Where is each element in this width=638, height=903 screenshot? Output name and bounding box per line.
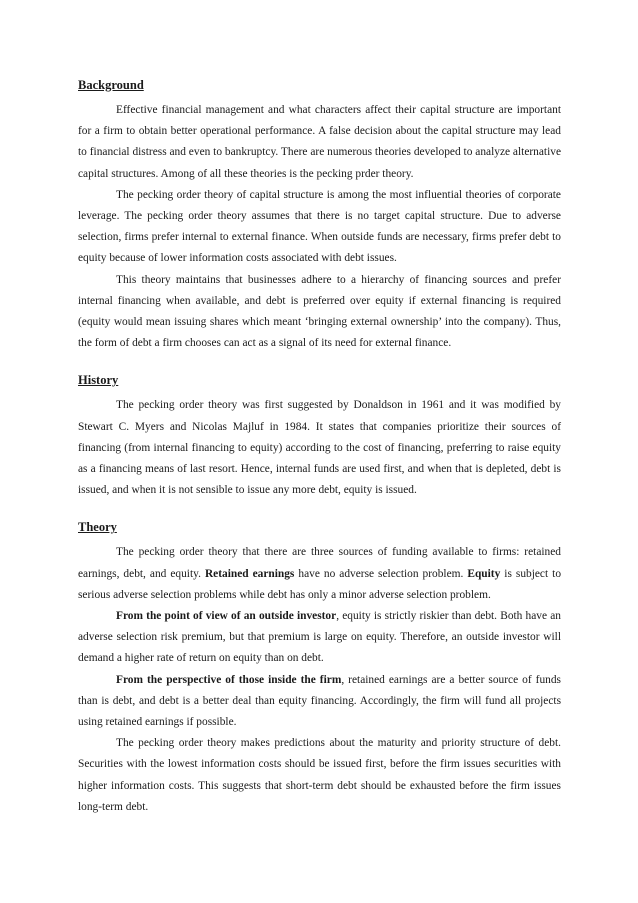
- bold-text: From the perspective of those inside the firm: [116, 673, 342, 686]
- paragraph: [78, 670, 561, 734]
- section-history: [78, 371, 561, 501]
- bold-text: From the point of view of an outside investor: [116, 610, 337, 623]
- text-run: The pecking order theory of capital structure is among the most influential theories of corporate leverage. The pecking order theory assumes that there is no target capital structure. Due to adverse selection, firms prefer internal to external finance. When outside funds are necessary, firms prefer debt to equity because of lower information costs associated with debt issues.: [78, 188, 561, 265]
- text-run: The pecking order theory makes predictions about the maturity and priority structure of debt. Securities with the lowest information costs should be issued first, before the firm issues securities with higher information costs. This suggests that short-term debt should be exhausted before the firm issues long-term debt.: [78, 737, 561, 813]
- section-heading: Background: [78, 78, 144, 92]
- paragraph: [78, 270, 561, 355]
- text-run: Effective financial management and what characters affect their capital structure are important for a firm to obtain better operational performance. A false decision about the capital structure may lead to financial distress and even to bankruptcy. There are numerous theories developed to analyze alternative capital structures. Among of all these theories is the pecking prder theory.: [78, 104, 561, 180]
- section-heading: History: [78, 373, 119, 388]
- paragraph: [78, 185, 561, 270]
- section-theory: [78, 518, 561, 818]
- paragraph: [78, 606, 561, 670]
- text-run: The pecking order theory was first suggested by Donaldson in 1961 and it was modified by Stewart C. Myers and Nicolas Majluf in 1984. It states that companies prioritize their sources of financing (from internal financing to equity) according to the cost of financing, preferring to raise equity as a financing means of last resort. Hence, internal funds are used first, and when that is depleted, debt is issued, and when it is not sensible to issue any more debt, equity is issued.: [78, 399, 561, 497]
- text-run: have no adverse selection problem.: [294, 567, 468, 580]
- text-run: is subject to serious adverse selection problems while debt has only a minor adverse selection problem.: [78, 567, 562, 601]
- text-run: , equity is strictly riskier than debt. Both have an adverse selection risk premium, but that premium is large on equity. Therefore, an outside investor will demand a higher rate of return on equity than on debt.: [78, 610, 561, 665]
- text-run: The pecking order theory that there are three sources of funding available to firms: retained earnings, debt, and equity.: [78, 546, 561, 580]
- paragraph: [78, 542, 561, 606]
- document-body: [78, 76, 561, 835]
- bold-text: Equity: [467, 567, 501, 580]
- paragraph: [78, 733, 561, 818]
- text-run: , retained earnings are a better source of funds than is debt, and debt is a better deal than equity financing. Accordingly, the firm will fund all projects using retained earnings if possible.: [78, 673, 561, 729]
- paragraph: [78, 395, 561, 501]
- text-run: This theory maintains that businesses adhere to a hierarchy of financing sources and prefer internal financing when available, and debt is preferred over equity if external financing is required (equity would mean issuing shares which meant ‘bringing external ownership’ into the company). Thus, the form of debt a firm chooses can act as a signal of its need for external finance.: [78, 273, 561, 350]
- bold-text: Retained earnings: [204, 567, 295, 580]
- paragraph: [78, 100, 561, 185]
- section-heading: Theory: [78, 520, 117, 535]
- section-background: [78, 76, 561, 354]
